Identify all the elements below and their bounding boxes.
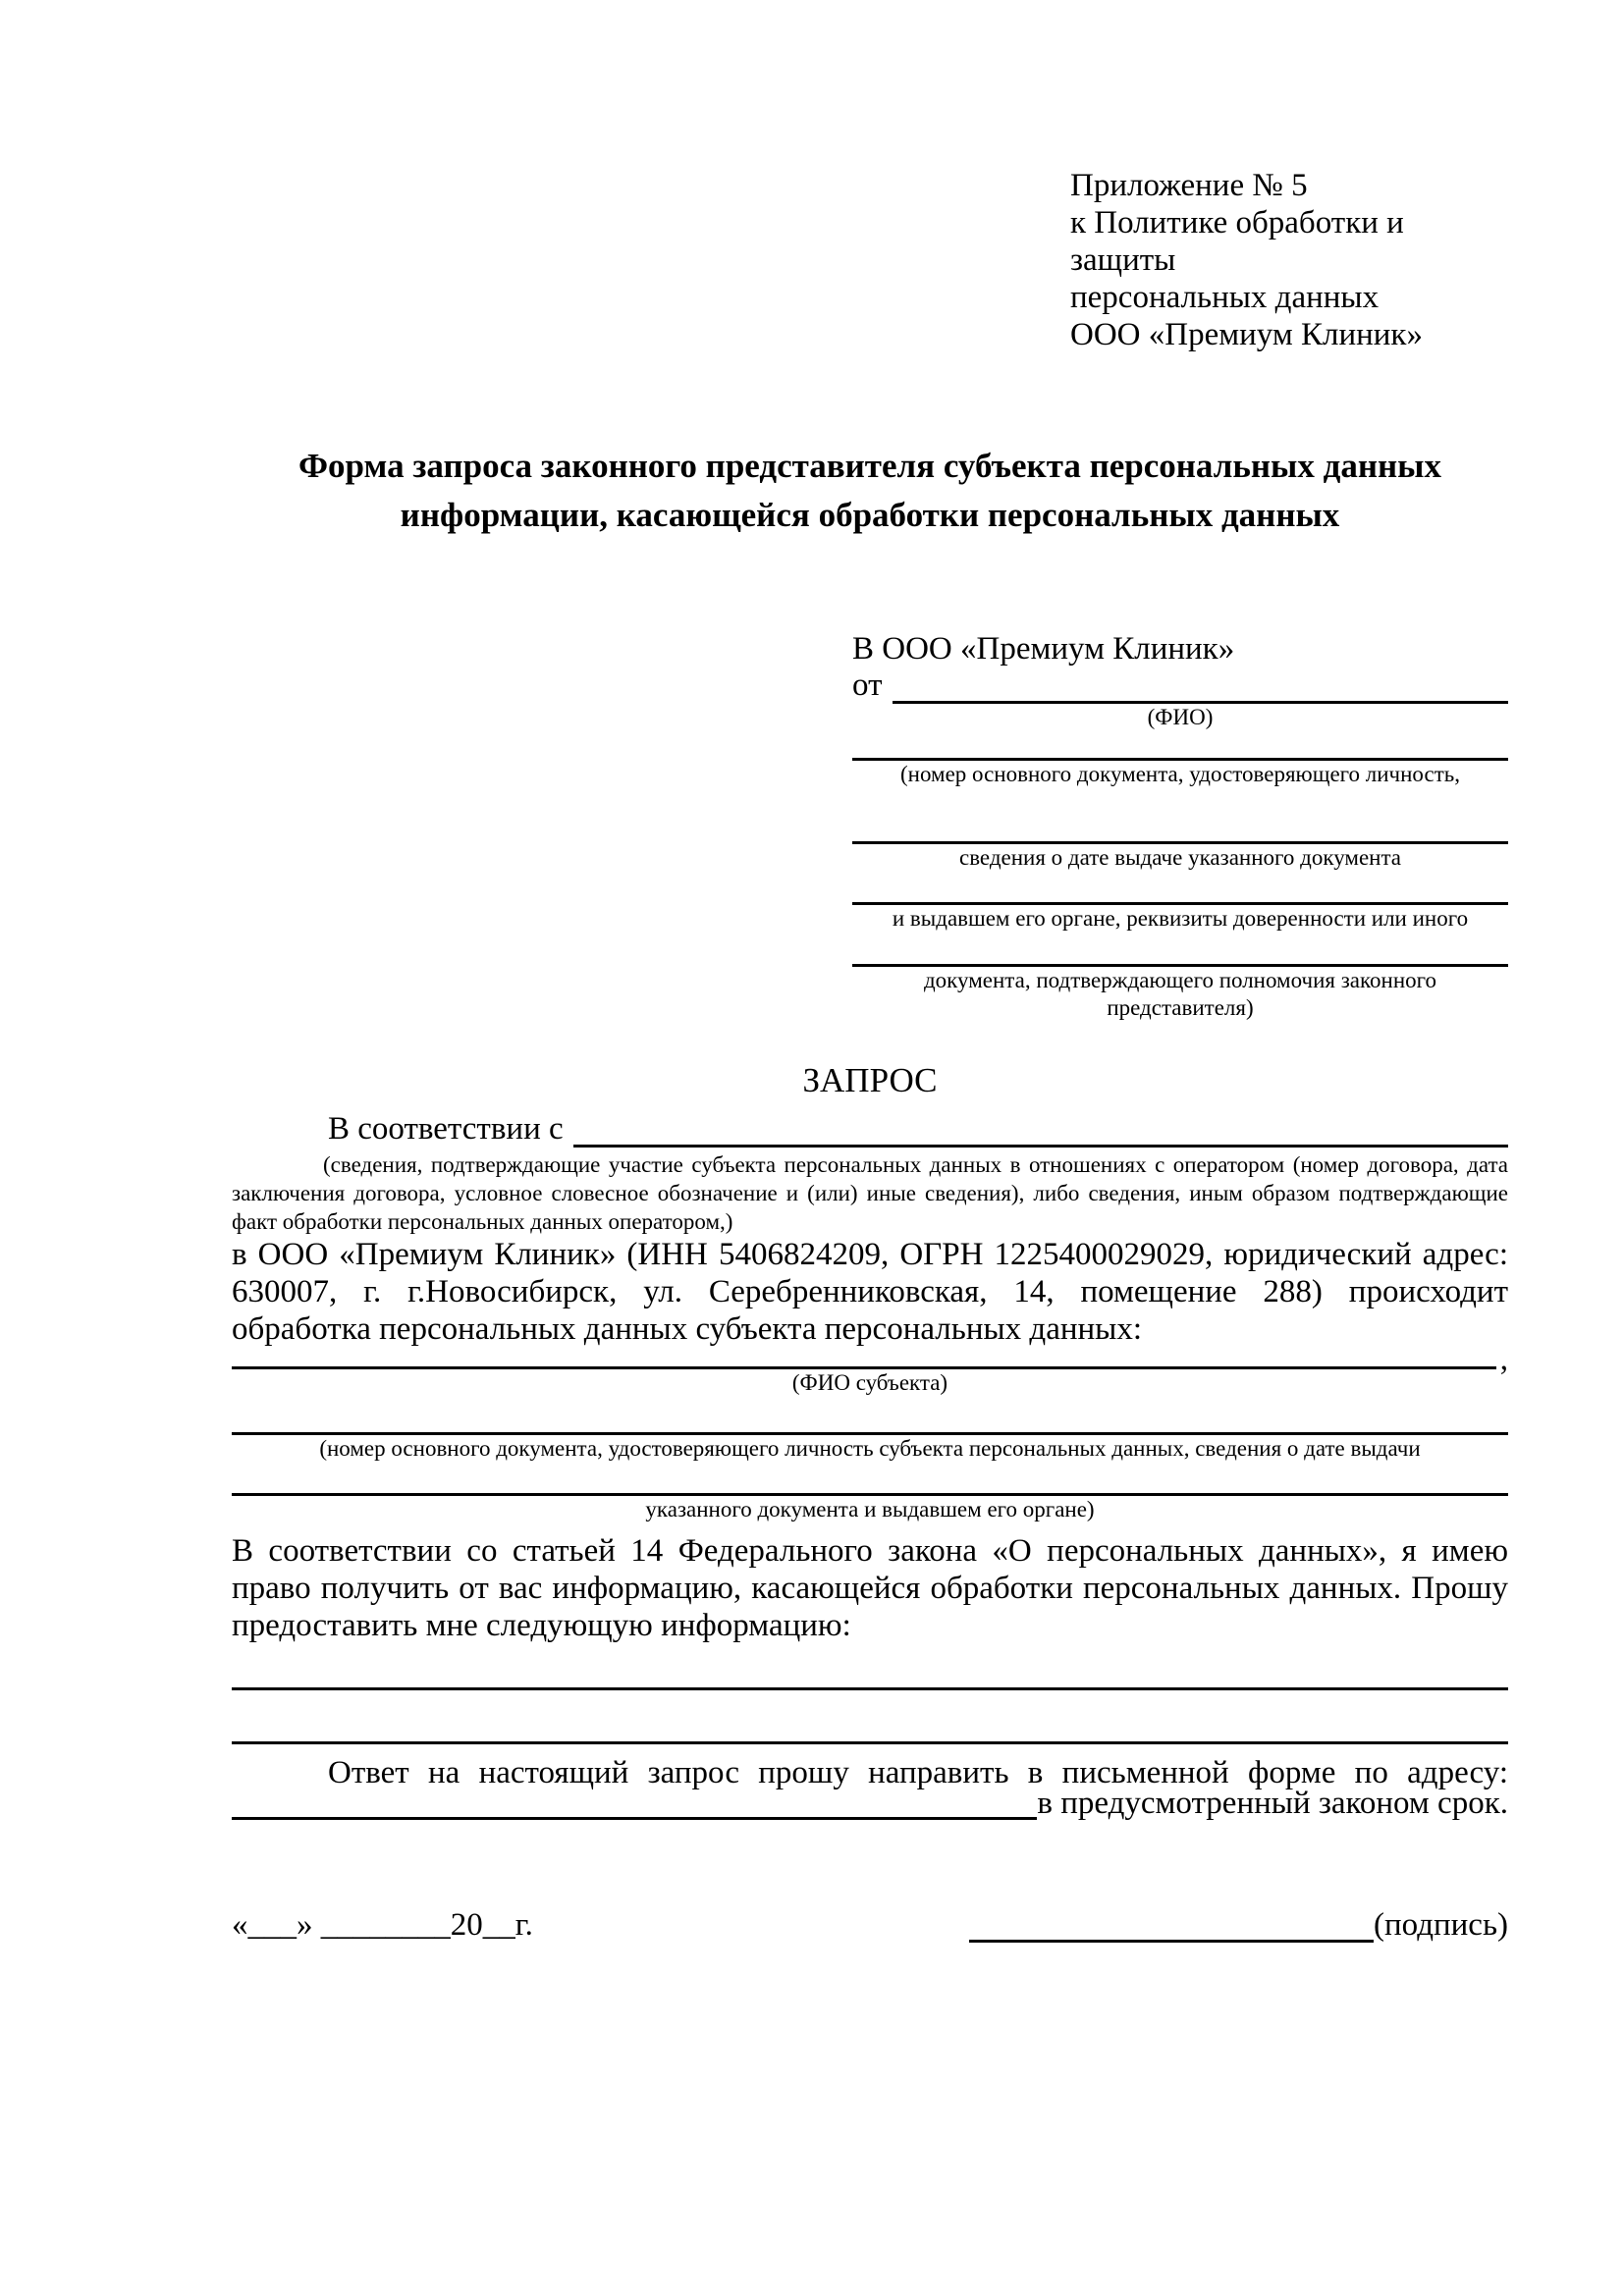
appendix-header-line: к Политике обработки и защиты [1070,205,1404,278]
operator-paragraph: в ООО «Премиум Клиник» (ИНН 5406824209, ОГРН 1225400029029, юридический адрес: 630007, г. г.Новосибирск, ул. Серебренниковская, 14, помещение 288) происходит обработка персональных данных субъекта персональных данных: [232,1237,1508,1347]
reply-address-row [232,1786,1508,1821]
form-title [232,442,1508,540]
form-title-line: Форма запроса законного представителя субъекта персональных данных [298,447,1441,485]
signature-caption: (подпись) [1374,1907,1508,1943]
signature-group [969,1907,1508,1943]
form-title-line: информации, касающейся обработки персональных данных [400,496,1340,534]
intro-note: (сведения, подтверждающие участие субъекта персональных данных в отношениях с оператором (номер договора, дата заключения договора, условное словесное обозначение и (или) иные сведения), либо сведения, иным образом подтверждающие факт обработки персональных данных оператором,) [232,1152,1508,1234]
blank-line [852,933,1508,967]
issuing-authority-caption: и выдавшем его органе, реквизиты доверенности или иного [892,906,1469,931]
recipient-block [852,630,1508,1022]
document-number-caption: (номер основного документа, удостоверяющего личность, [899,762,1460,786]
intro-row [232,1111,1508,1148]
intro-prefix: В соответствии с [328,1111,564,1147]
subject-fio-caption: (ФИО субъекта) [791,1370,948,1395]
reply-paragraph: Ответ на настоящий запрос прошу направить в письменной форме по адресу: [328,1755,1508,1790]
from-row [852,667,1508,704]
recipient-to-line: В ООО «Премиум Клиник» [852,631,1235,667]
blank-line [232,1463,1508,1496]
appendix-header-line: Приложение № 5 [1070,168,1308,203]
fio-caption: (ФИО) [1147,705,1214,729]
representative-authority-caption: документа, подтверждающего полномочия законного представителя) [923,968,1436,1020]
from-label: от [852,667,883,703]
blank-line [232,1397,1508,1435]
subject-fio-comma: , [1499,1342,1508,1377]
subject-fio-blank-line [232,1348,1496,1369]
signature-blank-line [969,1911,1374,1943]
law-paragraph: В соответствии со статьей 14 Федерального закона «О персональных данных», я имею право получить от вас информацию, касающейся обработки персональных данных. Прошу предоставить мне следующую информацию: [232,1533,1508,1643]
subject-document-caption-2: указанного документа и выдавшем его органе) [645,1497,1095,1522]
appendix-header-line: персональных данных [1070,280,1380,315]
blank-line [232,1690,1508,1744]
blank-line [852,788,1508,844]
reply-suffix: в предусмотренный законом срок. [1037,1786,1508,1821]
blank-line [852,872,1508,905]
blank-line [852,731,1508,761]
appendix-header [1070,167,1508,353]
signature-row [232,1903,1508,1943]
blank-line [232,1644,1508,1690]
issue-date-caption: сведения о дате выдаче указанного документа [958,845,1402,870]
subject-fio-row [232,1342,1508,1377]
date-blank: «___» ________20__г. [232,1907,533,1943]
request-heading: ЗАПРОС [802,1061,938,1099]
reply-address-blank-line [232,1817,1037,1820]
appendix-header-line: ООО «Премиум Клиник» [1070,317,1423,352]
subject-document-caption: (номер основного документа, удостоверяющего личность субъекта персональных данных, сведения о дате выдачи [319,1436,1421,1461]
intro-blank-line [573,1145,1508,1148]
